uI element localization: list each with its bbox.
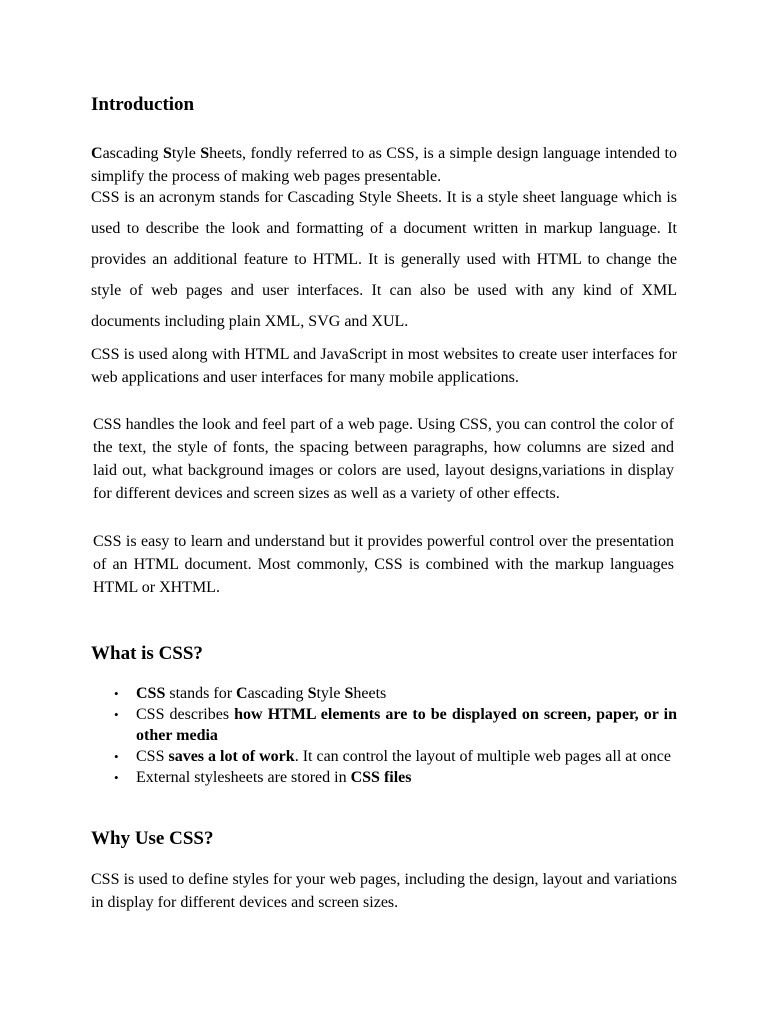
intro-paragraph-3: CSS is used along with HTML and JavaScript in most websites to create user interfaces for web applications and user interfaces for many mobile applications. xyxy=(91,346,677,386)
list-item: • External stylesheets are stored in CSS files xyxy=(136,767,677,788)
intro-paragraph-1: Cascading Style Sheets, fondly referred to as CSS, is a simple design language intended to simplify the process of making web pages presentable. xyxy=(91,145,678,185)
intro-paragraph-5: CSS is easy to learn and understand but it provides powerful control over the presentation of an HTML document. Most commonly, CSS is combined with the markup languages HTML or XHTML. xyxy=(93,533,674,596)
list-item: • CSS stands for Cascading Style Sheets xyxy=(136,683,677,704)
what-is-css-heading: What is CSS? xyxy=(91,643,203,664)
list-item: • CSS saves a lot of work. It can control the layout of multiple web pages all at once xyxy=(136,746,677,767)
why-use-css-heading: Why Use CSS? xyxy=(91,828,214,849)
why-use-css-paragraph: CSS is used to define styles for your web pages, including the design, layout and variations in display for different devices and screen sizes. xyxy=(91,871,677,911)
list-item: • CSS describes how HTML elements are to be displayed on screen, paper, or in other media xyxy=(136,704,677,746)
intro-paragraph-4: CSS handles the look and feel part of a web page. Using CSS, you can control the color of the text, the style of fonts, the spacing between paragraphs, how columns are sized and laid out, what background images or colors are used, layout designs,variations in display for different devices and screen sizes as well as a variety of other effects. xyxy=(93,416,674,502)
what-is-css-list xyxy=(91,683,677,788)
introduction-heading: Introduction xyxy=(91,94,195,115)
intro-paragraph-2: CSS is an acronym stands for Cascading Style Sheets. It is a style sheet language which is used to describe the look and formatting of a document written in markup language. It provides an additional feature to HTML. It is generally used with HTML to change the style of web pages and user interfaces. It can also be used with any kind of XML documents including plain XML, SVG and XUL. xyxy=(91,189,677,330)
